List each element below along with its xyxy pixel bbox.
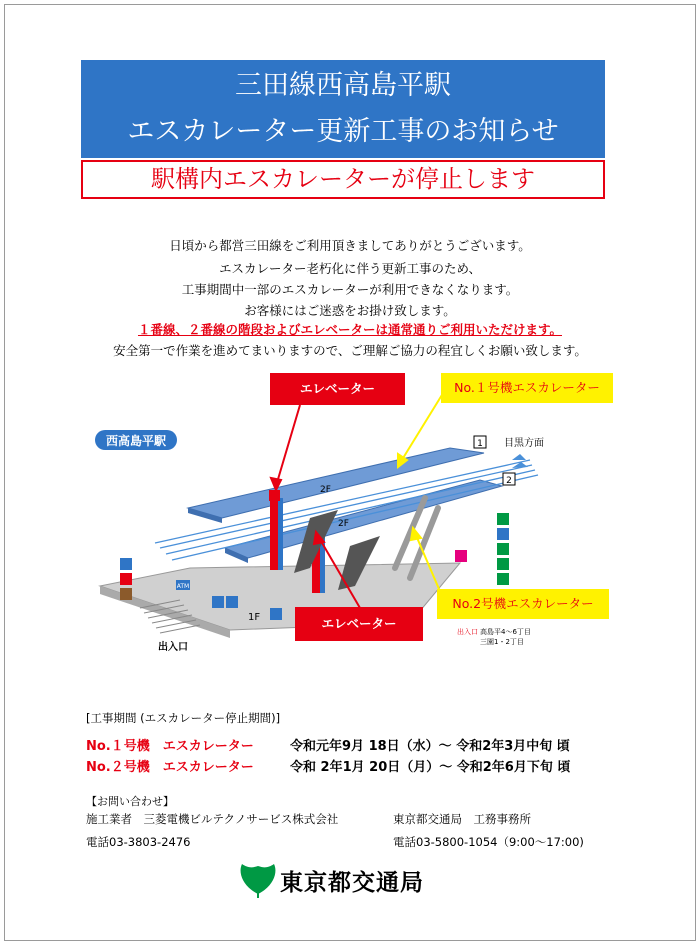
title-banner <box>81 60 605 158</box>
contractor-name: 施工業者 三菱電機ビルテクノサービス株式会社 <box>86 812 339 826</box>
subtitle-notice: 駅構内エスカレーターが停止します <box>81 160 605 199</box>
floor-label-1f: 1F <box>248 612 261 623</box>
exit-area-1: 高島平4～6丁目 <box>480 628 531 636</box>
period-heading: [工事期間 (エスカレーター停止期間)] <box>86 711 281 725</box>
station-name-badge <box>95 430 177 450</box>
bureau-phone: 電話03-5800-1054（9:00～17:00) <box>393 835 584 849</box>
atm-label: ATM <box>176 583 190 590</box>
period-row-1-name: No.１号機 エスカレーター <box>86 739 254 754</box>
contact-heading: 【お問い合わせ】 <box>86 795 174 808</box>
elevator-label-bottom: エレベーター <box>295 607 423 641</box>
period-row-2-name: No.２号機 エスカレーター <box>86 760 254 775</box>
message-line-2: エスカレーター老朽化に伴う更新工事のため、 <box>218 261 481 276</box>
entrance-label: 出入口 <box>158 642 188 653</box>
bureau-office: 東京都交通局 工務事務所 <box>393 812 531 826</box>
period-row-1 <box>86 735 570 754</box>
message-highlight: １番線、２番線の階段およびエレベーターは通常通りご利用いただけます。 <box>137 322 562 337</box>
floor-label-2f-a: 2F <box>320 485 331 495</box>
title-line-1: 三田線西高島平駅 <box>235 70 451 101</box>
message-line-4: お客様にはご迷惑をお掛け致します。 <box>244 303 456 318</box>
exit-area-2: 三園1・2丁目 <box>480 638 524 646</box>
period-row-2 <box>86 756 570 775</box>
title-line-2: エスカレーター更新工事のお知らせ <box>127 116 559 147</box>
contractor-phone: 電話03-3803-2476 <box>86 835 191 849</box>
track-2-number: 2 <box>506 476 512 486</box>
exit-prefix: 出入口 <box>457 628 478 636</box>
escalator-2-label: No.2号機エスカレーター <box>437 589 609 619</box>
message-closing: 安全第一で作業を進めてまいりますので、ご理解ご協力の程宜しくお願い致します。 <box>113 343 587 358</box>
station-name: 西高島平駅 <box>105 434 167 448</box>
period-row-2-dates: 令和 2年1月 20日（月）～ 令和2年6月下旬 頃 <box>290 760 571 775</box>
message-line-3: 工事期間中一部のエスカレーターが利用できなくなります。 <box>181 282 519 297</box>
message-line-1: 日頃から都営三田線をご利用頂きましてありがとうございます。 <box>169 238 531 253</box>
track-1-number: 1 <box>477 439 483 449</box>
elevator-label-top: エレベーター <box>270 373 405 405</box>
period-row-1-dates: 令和元年9月 18日（水）～ 令和2年3月中旬 頃 <box>290 739 570 754</box>
direction-label: 目黒方面 <box>504 438 544 449</box>
bureau-logo-text: 東京都交通局 <box>280 870 424 896</box>
floor-label-2f-b: 2F <box>338 519 349 529</box>
escalator-1-label: No.１号機エスカレーター <box>441 373 613 403</box>
